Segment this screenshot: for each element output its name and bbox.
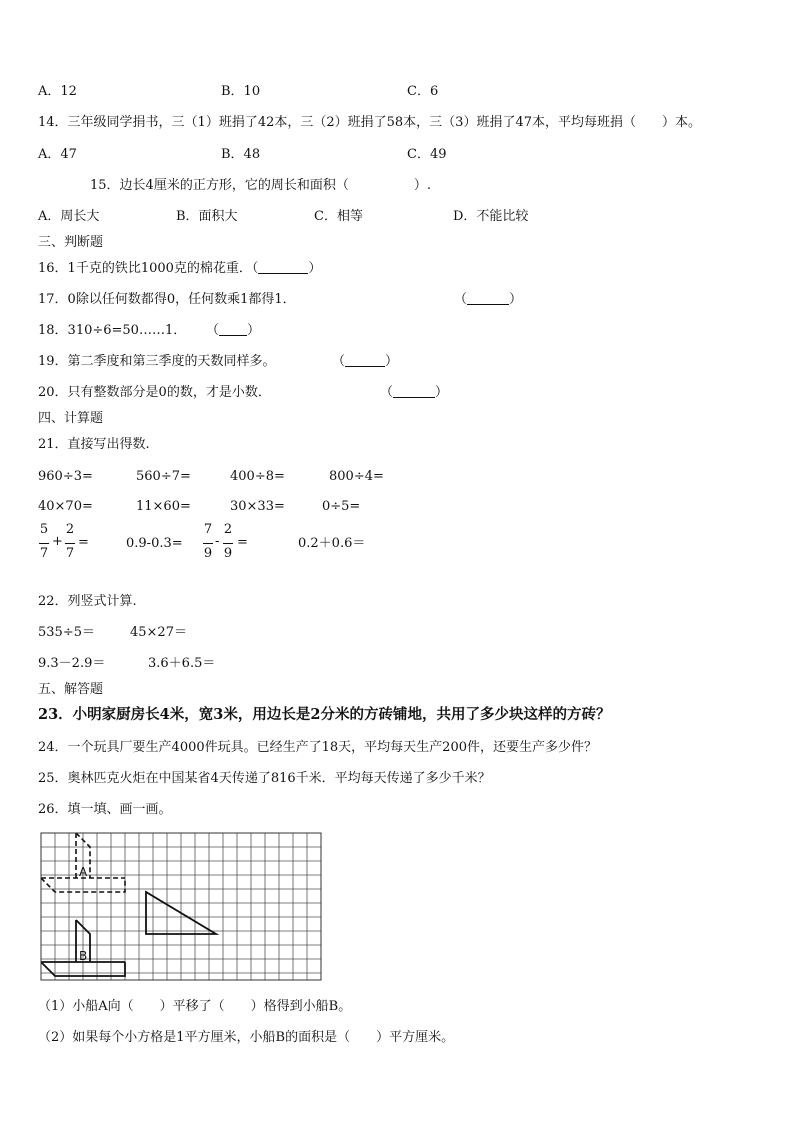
q22-title: 22．列竖式计算.: [38, 594, 137, 609]
q21-item: 400÷8=: [230, 469, 285, 484]
q22-item: 45×27＝: [130, 625, 187, 640]
q26-sub1: （1）小船A向（ ）平移了（ ）格得到小船B。: [38, 999, 352, 1014]
fraction-operator: -: [215, 534, 220, 549]
fraction-numerator: 7: [203, 522, 213, 537]
q18-answer: [206, 323, 260, 339]
fraction-denominator: 9: [223, 546, 233, 561]
q15-option-a: A．周长大: [38, 209, 100, 224]
fraction-bar: [223, 543, 233, 544]
q15-option-d: D．不能比较: [453, 209, 529, 224]
q25-text: 25．奥林匹克火炬在中国某省4天传递了816千米．平均每天传递了多少千米？: [38, 771, 491, 786]
fraction-denominator: 7: [39, 546, 49, 561]
q23-text: 23．小明家厨房长4米，宽3米，用边长是2分米的方砖铺地，共用了多少块这样的方砖？: [38, 706, 611, 723]
q21-item: 0÷5=: [322, 499, 361, 514]
q26-title: 26．填一填、画一画。: [38, 802, 172, 817]
fraction-equals: =: [78, 535, 89, 550]
q21-item: 0.9-0.3=: [126, 536, 183, 551]
q16-line: [38, 261, 321, 277]
q13-option-b: B．10: [221, 84, 261, 99]
q16-answer-blank[interactable]: [258, 261, 308, 274]
q19-close: ）: [385, 354, 399, 369]
q22-item: 535÷5＝: [38, 625, 95, 640]
q17-close: ）: [509, 292, 523, 307]
q16-text: 16．1千克的铁比1000克的棉花重．（: [38, 261, 259, 276]
q19-answer: [332, 354, 398, 370]
q26-grid-figure: [38, 830, 322, 984]
q21-fraction-difference: [202, 522, 262, 566]
q19-answer-blank[interactable]: [345, 354, 385, 367]
q18-close: ）: [247, 323, 261, 338]
fraction-numerator: 2: [223, 522, 233, 537]
q15-option-b: B．面积大: [176, 209, 238, 224]
boat-b-label: B: [79, 949, 88, 963]
section-heading-word-problems: 五、解答题: [38, 682, 104, 697]
q15-text: 15．边长4厘米的正方形，它的周长和面积（ ）.: [90, 178, 431, 193]
fraction-denominator: 7: [65, 546, 75, 561]
q17-text: 17．0除以任何数都得0，任何数乘1都得1．: [38, 292, 296, 307]
fraction-equals: =: [237, 535, 248, 550]
section-heading-judgement: 三、判断题: [38, 235, 104, 250]
q16-close: ）: [308, 261, 322, 276]
q19-open: （: [332, 354, 346, 369]
q20-text: 20．只有整数部分是0的数，才是小数．: [38, 385, 271, 400]
q18-open: （: [206, 323, 220, 338]
fraction-bar: [39, 543, 49, 544]
q21-item: 800÷4=: [329, 469, 384, 484]
fraction-operator: +: [52, 534, 63, 549]
q20-answer: [380, 385, 448, 401]
q14-text: 14．三年级同学捐书，三（1）班捐了42本，三（2）班捐了58本，三（3）班捐了47本，平均每班捐（ ）本。: [38, 115, 701, 130]
q20-answer-blank[interactable]: [393, 385, 435, 398]
q18-text: 18．310÷6=50……1．: [38, 323, 187, 338]
q20-open: （: [380, 385, 394, 400]
q26-sub2: （2）如果每个小方格是1平方厘米，小船B的面积是（ ）平方厘米。: [38, 1030, 455, 1045]
q21-title: 21．直接写出得数.: [38, 437, 150, 452]
q21-item: 30×33=: [230, 499, 285, 514]
q24-text: 24．一个玩具厂要生产4000件玩具。已经生产了18天，平均每天生产200件，还要生产多少件？: [38, 740, 597, 755]
section-heading-calculation: 四、计算题: [38, 411, 104, 426]
q22-item: 3.6＋6.5＝: [148, 656, 216, 671]
q14-option-b: B．48: [221, 147, 261, 162]
boat-a-label: A: [79, 865, 88, 879]
q13-option-a: A．12: [38, 84, 77, 99]
q21-item: 40×70=: [38, 499, 93, 514]
q21-item: 0.2＋0.6＝: [298, 536, 366, 551]
q21-item: 560÷7=: [136, 469, 191, 484]
q15-option-c: C．相等: [314, 209, 363, 224]
q21-fraction-sum: [38, 522, 98, 566]
fraction-bar: [65, 543, 75, 544]
q17-open: （: [454, 292, 468, 307]
fraction-numerator: 5: [39, 522, 49, 537]
q19-text: 19．第二季度和第三季度的天数同样多。: [38, 354, 276, 369]
fraction-numerator: 2: [65, 522, 75, 537]
q14-option-a: A．47: [38, 147, 77, 162]
fraction-denominator: 9: [203, 546, 213, 561]
q20-close: ）: [435, 385, 449, 400]
q17-answer-blank[interactable]: [467, 292, 509, 305]
q13-option-c: C．6: [407, 84, 439, 99]
q18-answer-blank[interactable]: [219, 323, 247, 336]
q21-item: 960÷3=: [38, 469, 93, 484]
q22-item: 9.3－2.9＝: [38, 656, 106, 671]
fraction-bar: [203, 543, 213, 544]
q21-item: 11×60=: [136, 499, 191, 514]
q17-answer: [454, 292, 522, 308]
q14-option-c: C．49: [407, 147, 447, 162]
